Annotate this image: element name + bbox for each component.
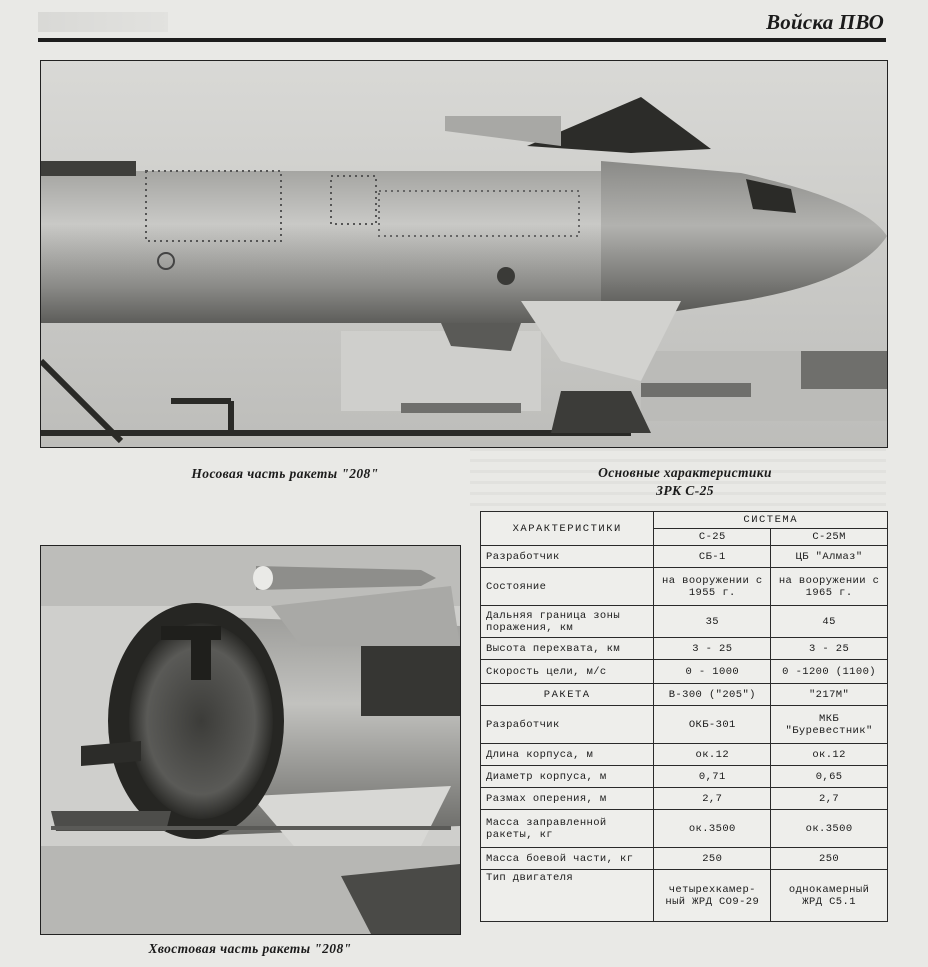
row-label: Тип двигателя	[481, 870, 654, 922]
row-value: 0,71	[654, 766, 771, 788]
row-label: Дальняя граница зоны поражения, км	[481, 606, 654, 638]
table-title	[520, 464, 850, 500]
row-value: четырехкамер-ный ЖРД СО9-29	[654, 870, 771, 922]
bleed-through-header	[38, 12, 168, 32]
row-value: 3 - 25	[654, 638, 771, 660]
photo2-caption: Хвостовая часть ракеты "208"	[148, 941, 352, 956]
table-row	[481, 568, 888, 606]
section-title: Войска ПВО	[766, 10, 884, 34]
specs-table	[480, 511, 888, 922]
missile-tail-photo	[40, 545, 461, 935]
row-value: 250	[654, 848, 771, 870]
row-value: МКБ "Буревестник"	[771, 706, 888, 744]
table-row	[481, 766, 888, 788]
missile-nose-photo	[40, 60, 888, 448]
table-row	[481, 606, 888, 638]
row-label: Высота перехвата, км	[481, 638, 654, 660]
row-value: 2,7	[654, 788, 771, 810]
row-value: однокамерный ЖРД С5.1	[771, 870, 888, 922]
missile-name-217m: "217М"	[771, 684, 888, 706]
system-header: СИСТЕМА	[654, 512, 888, 529]
system-name-s25: С-25	[654, 529, 771, 546]
system-name-s25m: С-25М	[771, 529, 888, 546]
row-label: Масса боевой части, кг	[481, 848, 654, 870]
row-value: СБ-1	[654, 546, 771, 568]
row-value: 2,7	[771, 788, 888, 810]
row-value: 250	[771, 848, 888, 870]
row-value: ок.3500	[654, 810, 771, 848]
table-row	[481, 660, 888, 684]
row-value: ок.3500	[771, 810, 888, 848]
row-value: ОКБ-301	[654, 706, 771, 744]
table-row	[481, 744, 888, 766]
characteristics-header: ХАРАКТЕРИСТИКИ	[481, 512, 654, 546]
row-label: Диаметр корпуса, м	[481, 766, 654, 788]
row-value: ок.12	[771, 744, 888, 766]
row-value: ЦБ "Алмаз"	[771, 546, 888, 568]
row-value: 3 - 25	[771, 638, 888, 660]
table-row	[481, 870, 888, 922]
table-title-line1: Основные характеристики	[598, 465, 772, 480]
row-label: Скорость цели, м/с	[481, 660, 654, 684]
row-label: Разработчик	[481, 706, 654, 744]
page-header	[38, 8, 886, 42]
photo1-caption: Носовая часть ракеты "208"	[191, 466, 379, 481]
table-row	[481, 848, 888, 870]
row-value: 0 - 1000	[654, 660, 771, 684]
row-value: на вооружении с 1965 г.	[771, 568, 888, 606]
table-row	[481, 546, 888, 568]
row-label: Длина корпуса, м	[481, 744, 654, 766]
row-label: Разработчик	[481, 546, 654, 568]
row-value: 35	[654, 606, 771, 638]
table-row	[481, 706, 888, 744]
row-value: 0,65	[771, 766, 888, 788]
table-header-row	[481, 512, 888, 529]
row-value: 0 -1200 (1100)	[771, 660, 888, 684]
missile-name-v300: В-300 ("205")	[654, 684, 771, 706]
missile-header: РАКЕТА	[481, 684, 654, 706]
row-value: ок.12	[654, 744, 771, 766]
table-title-line2: ЗРК С-25	[656, 483, 714, 498]
row-value: 45	[771, 606, 888, 638]
row-value: на вооружении с 1955 г.	[654, 568, 771, 606]
table-row	[481, 638, 888, 660]
row-label: Масса заправленной ракеты, кг	[481, 810, 654, 848]
row-label: Размах оперения, м	[481, 788, 654, 810]
row-label: Состояние	[481, 568, 654, 606]
table-row	[481, 810, 888, 848]
missile-header-row	[481, 684, 888, 706]
table-row	[481, 788, 888, 810]
